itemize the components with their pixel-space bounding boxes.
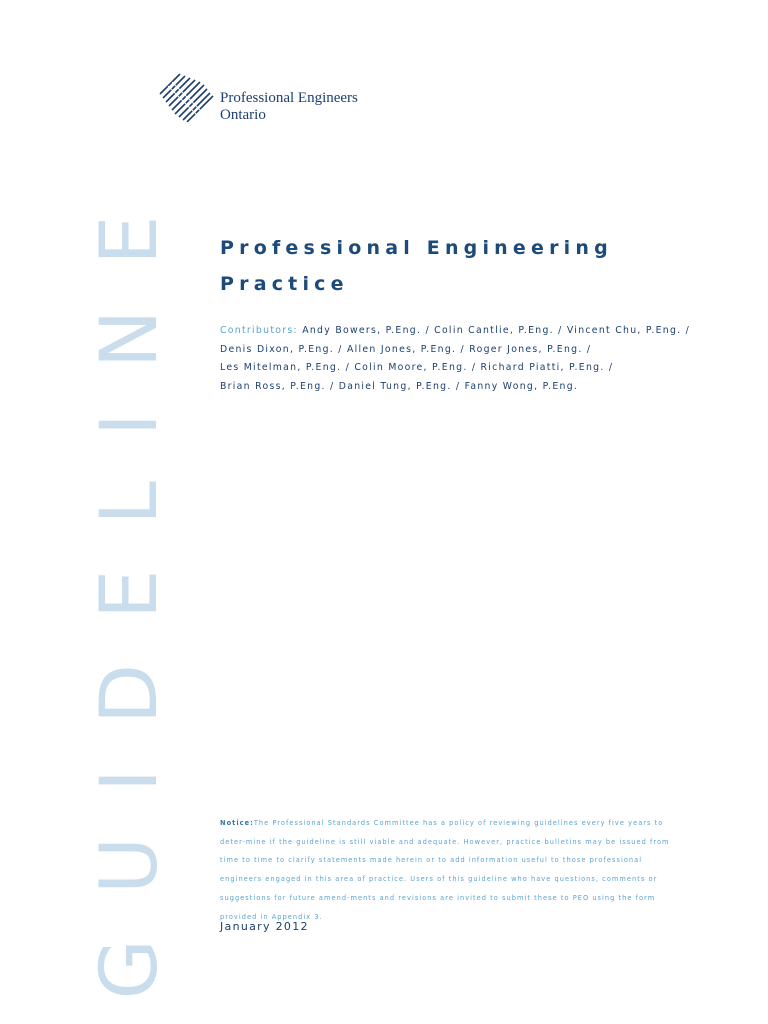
contributors-line-2: Denis Dixon, P.Eng. / Allen Jones, P.Eng. / Roger Jones, P.Eng. / [220, 343, 592, 355]
notice-text: The Professional Standards Committee has a policy of reviewing guidelines every five years to deter-mine if the guideline is still viable and adequate. However, practice bulletins may be issued from time to time to clarify statements made herein or to add information useful to those professional engineers engaged in this area of practice. Users of this guideline who have questions, comments or suggestions for future amend-ments and revisions are invited to submit these to PEO using the form provided in Appendix 3. [220, 819, 670, 921]
contributors-block [220, 322, 740, 396]
logo-subtitle: Ontario [220, 107, 266, 123]
notice-paragraph [220, 814, 682, 926]
document-title: Professional Engineering Practice [220, 237, 613, 295]
logo-name: Professional Engineers [220, 90, 358, 106]
notice-label: Notice: [220, 819, 254, 827]
peo-logo [158, 70, 388, 130]
guideline-vertical-heading: GUIDELINE [85, 170, 175, 1000]
publication-date: January 2012 [220, 920, 309, 933]
contributors-label: Contributors: [220, 325, 303, 336]
contributors-line-1: Andy Bowers, P.Eng. / Colin Cantlie, P.Eng. / Vincent Chu, P.Eng. / [302, 325, 691, 336]
contributors-line-3: Les Mitelman, P.Eng. / Colin Moore, P.Eng. / Richard Piatti, P.Eng. / [220, 362, 614, 373]
peo-diagonal-stripes-logo-icon [158, 70, 216, 122]
contributors-line-4: Brian Ross, P.Eng. / Daniel Tung, P.Eng. / Fanny Wong, P.Eng. [220, 380, 579, 392]
